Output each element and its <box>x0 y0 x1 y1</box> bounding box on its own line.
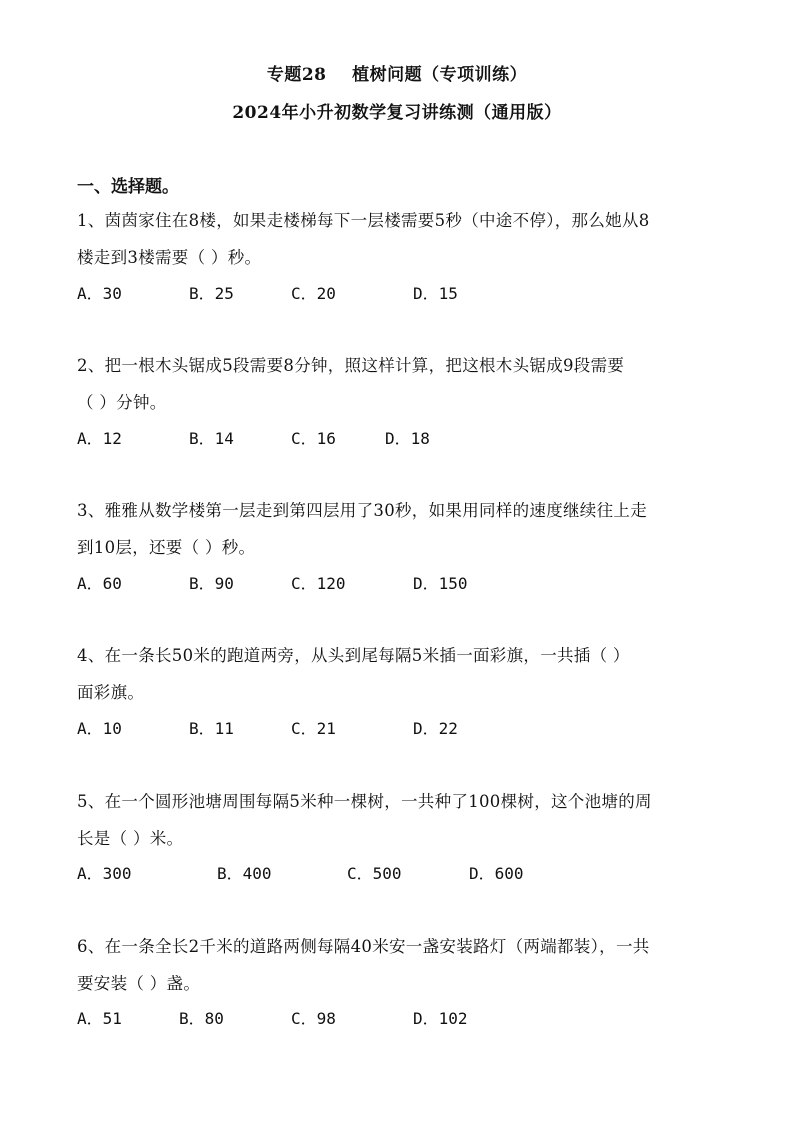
option-a: A．60 <box>77 574 122 593</box>
question-text-line: （ ）分钟。 <box>77 393 167 412</box>
question-text-line: 要安装（ ）盏。 <box>77 974 201 993</box>
option-a: A．51 <box>77 1009 122 1028</box>
option-d: D．15 <box>413 284 458 303</box>
option-b: B．400 <box>217 864 272 883</box>
option-b: B．14 <box>189 429 234 448</box>
option-d: D．18 <box>385 429 430 448</box>
option-b: B．25 <box>189 284 234 303</box>
question-text-line: 面彩旗。 <box>77 683 145 702</box>
option-a: A．30 <box>77 284 122 303</box>
option-c: C．20 <box>291 284 336 303</box>
option-a: A．12 <box>77 429 122 448</box>
option-d: D．150 <box>413 574 468 593</box>
option-c: C．500 <box>347 864 402 883</box>
page-subtitle: 2024年小升初数学复习讲练测（通用版） <box>232 103 562 123</box>
question-text-line: 1、茵茵家住在8楼，如果走楼梯每下一层楼需要5秒（中途不停），那么她从8 <box>77 211 650 230</box>
option-c: C．120 <box>291 574 346 593</box>
question-text-line: 楼走到3楼需要（ ）秒。 <box>77 248 262 267</box>
question-text-line: 长是（ ）米。 <box>77 829 184 848</box>
option-d: D．600 <box>469 864 524 883</box>
question-text-line: 2、把一根木头锯成5段需要8分钟，照这样计算，把这根木头锯成9段需要 <box>77 356 625 375</box>
option-b: B．90 <box>189 574 234 593</box>
option-c: C．21 <box>291 719 336 738</box>
question-text-line: 6、在一条全长2千米的道路两侧每隔40米安一盏安装路灯（两端都装），一共 <box>77 937 650 956</box>
option-d: D．22 <box>413 719 458 738</box>
section-heading: 一、选择题。 <box>77 177 179 197</box>
page-title: 专题28 植树问题（专项训练） <box>266 65 528 85</box>
question-text-line: 3、雅雅从数学楼第一层走到第四层用了30秒，如果用同样的速度继续往上走 <box>77 501 647 520</box>
question-text-line: 5、在一个圆形池塘周围每隔5米种一棵树，一共种了100棵树，这个池塘的周 <box>77 792 652 811</box>
option-b: B．80 <box>179 1009 224 1028</box>
option-c: C．16 <box>291 429 336 448</box>
question-text-line: 4、在一条长50米的跑道两旁，从头到尾每隔5米插一面彩旗，一共插（ ） <box>77 646 630 665</box>
option-c: C．98 <box>291 1009 336 1028</box>
question-text-line: 到10层，还要（ ）秒。 <box>77 538 256 557</box>
option-a: A．300 <box>77 864 132 883</box>
option-a: A．10 <box>77 719 122 738</box>
option-d: D．102 <box>413 1009 468 1028</box>
option-b: B．11 <box>189 719 234 738</box>
